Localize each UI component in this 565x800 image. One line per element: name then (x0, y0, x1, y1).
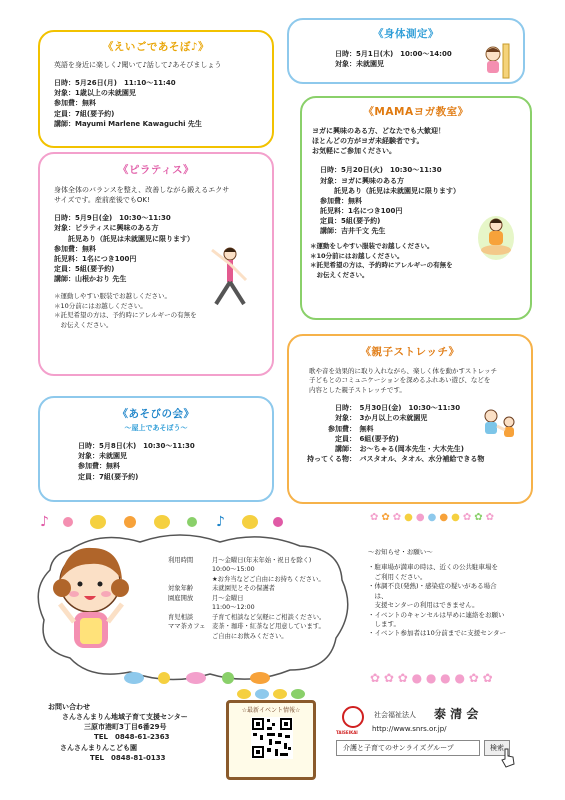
yoga-row-value: ヨガに興味のある方 (341, 176, 404, 185)
sokutei-row-label: 日時： (335, 50, 356, 58)
eigo-row-label: 講師： (54, 119, 75, 128)
pilates-row-value: 5組(要予約) (75, 264, 115, 273)
yoga-note: ＊運動をしやすい服装でお越しください。 (310, 242, 434, 251)
yoga-row-label: 対象： (320, 176, 341, 185)
sign-title: ☆最新イベント情報☆ (241, 707, 301, 714)
info-value: ご自由にお飲みください。 (212, 632, 288, 640)
yoga-note: ＊10分前にはお越しください。 (310, 251, 404, 260)
oyako-row-label: 参加費 (328, 424, 349, 433)
asobi-subtitle: ～屋上であそぼう～ (124, 424, 188, 432)
sokutei-row-value: 5月1日(木) 10:00～14:00 (356, 50, 452, 58)
yoga-row-value: 無料 (348, 196, 362, 205)
yoga-row-label: 参加費： (320, 196, 348, 205)
eigo-row-value: 無料 (82, 99, 96, 108)
asobi-row-label: 対象： (78, 452, 99, 461)
info-value: 月～金曜日 (212, 594, 244, 602)
pilates-row-label: 講師： (54, 275, 75, 284)
oyako-row-label: 持ってくる物 (307, 454, 349, 463)
center-info-table (168, 556, 325, 641)
pilates-intro-1: 身体全体のバランスを整え、改善しながら鍛えるエクサ (54, 186, 230, 194)
eigo-row-label: 日時： (54, 79, 75, 88)
pilates-row-value: 託児あり（託児は未就園児に限ります） (54, 234, 194, 243)
yoga-row-value: 託児あり（託児は未就園児に限ります） (320, 186, 460, 195)
oyako-row-value: ： バスタオル、タオル、水分補給できる物 (349, 454, 485, 463)
sign-birds-icon (234, 686, 308, 700)
yoga-row-label: 講師： (320, 227, 341, 236)
oyako-row-label: 講師 (335, 444, 349, 453)
hand-cursor-icon (500, 748, 516, 768)
yoga-row-value: 吉井千文 先生 (341, 227, 386, 236)
eigo-row-value: Mayumi Marlene Kawaguchi 先生 (75, 119, 202, 128)
org-name: 泰 清 会 (434, 707, 479, 721)
svg-text:♪: ♪ (40, 514, 49, 530)
yoga-note: お伝えください。 (310, 270, 369, 279)
asobi-row-label: 定員： (78, 472, 99, 481)
oyako-intro-2: 子どもとのコミュニケーションを深めるふれあい遊び、などを (309, 376, 491, 385)
info-value: 月～金曜日(年末年始・祝日を除く) (212, 557, 312, 564)
info-key (168, 632, 212, 641)
exercise-woman-illustration (208, 246, 252, 308)
eigo-title: 《えいごであそぼ♪》 (102, 41, 210, 53)
info-key: ママ茶カフェ (168, 623, 206, 631)
contact-line: TEL 0848-81-0133 (90, 753, 166, 762)
asobi-title: 《あそびの会》 (117, 408, 195, 420)
pilates-row-value: 1名につき100円 (82, 254, 137, 263)
eigo-row-value: 1歳以上の未就園児 (75, 89, 136, 98)
yoga-title: 《MAMAヨガ教室》 (363, 106, 469, 118)
girl-illustration (46, 540, 136, 658)
oyako-row-label: 定員 (335, 434, 349, 443)
org-logo-text: TAISEIKAI (336, 730, 358, 735)
yoga-note: ＊託児希望の方は、予約時にアレルギーの有無を (310, 261, 453, 270)
parent-child-illustration (477, 406, 523, 444)
contact-line: さんさんまりん地域子育て支援センター (62, 713, 188, 722)
pilates-row-value: 無料 (82, 244, 96, 253)
info-value: 11:00～12:00 (212, 604, 255, 612)
yoga-intro-2: ほとんどの方がヨガ未経験者です。 (312, 137, 424, 146)
yoga-row-value: 5月20日(火) 10:30～11:30 (341, 166, 442, 175)
notice-title: ～お知らせ・お願い～ (368, 548, 433, 556)
pilates-card (38, 152, 274, 376)
sokutei-row-value: 未就園児 (356, 60, 384, 69)
oyako-intro-3: 内容とした親子ストレッチです。 (309, 385, 406, 394)
notice-line: します。 (368, 619, 400, 628)
yoga-row-label: 日時： (320, 166, 341, 175)
info-key: 利用時間 (168, 557, 194, 564)
notice-line: ・イベントのキャンセルは早めに連絡をお願い (368, 610, 505, 619)
oyako-row-value: ： 6組(要予約) (349, 434, 399, 443)
notice-line: ご利用ください。 (368, 572, 427, 581)
eigo-row-value: 7組(要予約) (75, 109, 115, 118)
asobi-row-value: 5月8日(木) 10:30～11:30 (99, 442, 195, 451)
oyako-row-value: ： 3か月以上の未就園児 (349, 414, 428, 423)
info-value: 10:00～15:00 (212, 566, 255, 574)
eigo-intro: 英語を身近に楽しく♪聞いて♪話して♪あそびましょう (54, 61, 222, 69)
contact-line: さんさんまりんこども園 (60, 743, 137, 752)
contact-section (48, 702, 248, 763)
sokutei-row-label: 対象： (335, 60, 356, 69)
yoga-intro-3: お気軽にご参加ください。 (312, 147, 396, 156)
info-key: 園庭開放 (168, 594, 194, 602)
info-value: 未就園児とその保護者 (212, 585, 275, 593)
info-key: 対象年齢 (168, 585, 194, 593)
oyako-row-value: ： お～ちゃる(岡本先生・大木先生) (349, 444, 464, 453)
notice-section (368, 548, 548, 639)
search-query-box[interactable]: 介護と子育てのサンライズグループ (336, 740, 480, 756)
pilates-row-label: 託児料： (54, 254, 82, 263)
info-value: 麦茶・珈琲・紅茶など用意しています。 (212, 623, 325, 631)
pilates-row-value: 5月9日(金) 10:30～11:30 (75, 214, 171, 223)
pilates-note: ＊託児希望の方は、予約時にアレルギーの有無を (54, 311, 197, 320)
org-url[interactable]: http://www.snrs.or.jp/ (372, 725, 447, 733)
notice-line: ・駐車場が満車の時は、近くの公共駐車場を (368, 563, 498, 572)
yoga-woman-illustration (476, 214, 516, 262)
yoga-card (300, 96, 532, 320)
notice-line: ・イベント参加者は10分前までに支援センター (368, 629, 507, 638)
event-sign (226, 696, 316, 780)
info-key (168, 603, 212, 612)
pilates-row-value: ピラティスに興味のある方 (75, 224, 159, 233)
asobi-card (38, 396, 274, 502)
org-label: 社会福祉法人 (374, 711, 416, 719)
asobi-row-value: 未就園児 (99, 452, 127, 461)
oyako-title: 《親子ストレッチ》 (360, 346, 460, 358)
oyako-card (287, 334, 533, 504)
sokutei-title: 《身体測定》 (373, 28, 439, 40)
yoga-row-value: 1名につき100円 (348, 206, 403, 215)
decoration-row-left (40, 510, 290, 532)
pilates-note: ＊10分前にはお越しください。 (54, 301, 147, 310)
sign-board (226, 700, 316, 780)
pilates-row-label: 定員： (54, 264, 75, 273)
decoration-row-right: ✿ ✿ ✿ ● ● ● ● ● ✿ ✿ ✿ (370, 512, 495, 523)
asobi-details (78, 441, 272, 482)
pilates-row-label: 対象： (54, 224, 75, 233)
info-key: 育児相談 (168, 613, 194, 621)
eigo-row-value: 5月26日(月) 11:10～11:40 (75, 79, 176, 88)
eigo-details (54, 78, 272, 129)
yoga-row-value: 5組(要予約) (341, 217, 381, 226)
org-logo-icon (342, 706, 364, 728)
contact-line: TEL 0848-61-2363 (94, 733, 170, 742)
notice-line: 支援センターの利用はできません。 (368, 601, 479, 610)
eigo-row-label: 定員： (54, 109, 75, 118)
eigo-row-label: 対象： (54, 89, 75, 98)
info-key (168, 565, 212, 574)
info-key (168, 575, 212, 584)
asobi-row-label: 日時： (78, 442, 99, 451)
oyako-row-label: 対象 (335, 414, 349, 423)
contact-title: お問い合わせ (48, 703, 90, 711)
pilates-intro-2: サイズです。産前産後でもOK! (54, 196, 150, 205)
pilates-title: 《ピラティス》 (117, 164, 195, 176)
svg-text:✿ ✿ ✿ ● ● ● ● ✿ ✿: ✿ ✿ ✿ ● ● ● ● ✿ ✿ (370, 671, 493, 685)
search-button[interactable]: 検索 (484, 740, 510, 756)
asobi-row-value: 7組(要予約) (99, 472, 139, 481)
yoga-row-label: 定員： (320, 217, 341, 226)
oyako-row-value: ： 無料 (349, 424, 374, 433)
pilates-note: お伝えください。 (54, 320, 113, 329)
pilates-row-label: 日時： (54, 214, 75, 223)
sokutei-card (287, 18, 525, 84)
contact-line: 三原市港町3丁目6番29号 (84, 723, 167, 732)
yoga-intro-1: ヨガに興味のある方、どなたでも大歓迎！ (312, 127, 445, 135)
pilates-row-label: 参加費： (54, 244, 82, 253)
oyako-row-value: ： 5月30日(金) 10:30～11:30 (349, 404, 461, 413)
asobi-row-label: 参加費： (78, 462, 106, 471)
oyako-row-label: 日時 (335, 404, 349, 413)
info-value: ★お弁当などご自由にお持ちください。 (212, 575, 325, 583)
notice-line: ・体調不良(発熱)・感染症の疑いがある場合 (368, 582, 497, 591)
eigo-card (38, 30, 274, 148)
svg-text:♪: ♪ (216, 514, 225, 530)
decoration-row-bottom (120, 666, 540, 688)
notice-line: は、 (368, 591, 388, 600)
eigo-row-label: 参加費： (54, 99, 82, 108)
info-value: 子育て相談など気軽にご相談ください。 (212, 613, 326, 621)
measuring-child-illustration (479, 42, 513, 80)
oyako-intro-1: 歌や音を効果的に取り入れながら、楽しく体を動かすストレッチ (309, 367, 498, 375)
pilates-row-value: 山根かおり 先生 (75, 275, 127, 284)
pilates-note: ＊運動しやすい服装でお越しください。 (54, 292, 171, 301)
asobi-row-value: 無料 (106, 462, 120, 471)
qr-code[interactable] (251, 717, 293, 759)
yoga-row-label: 託児料： (320, 206, 348, 215)
